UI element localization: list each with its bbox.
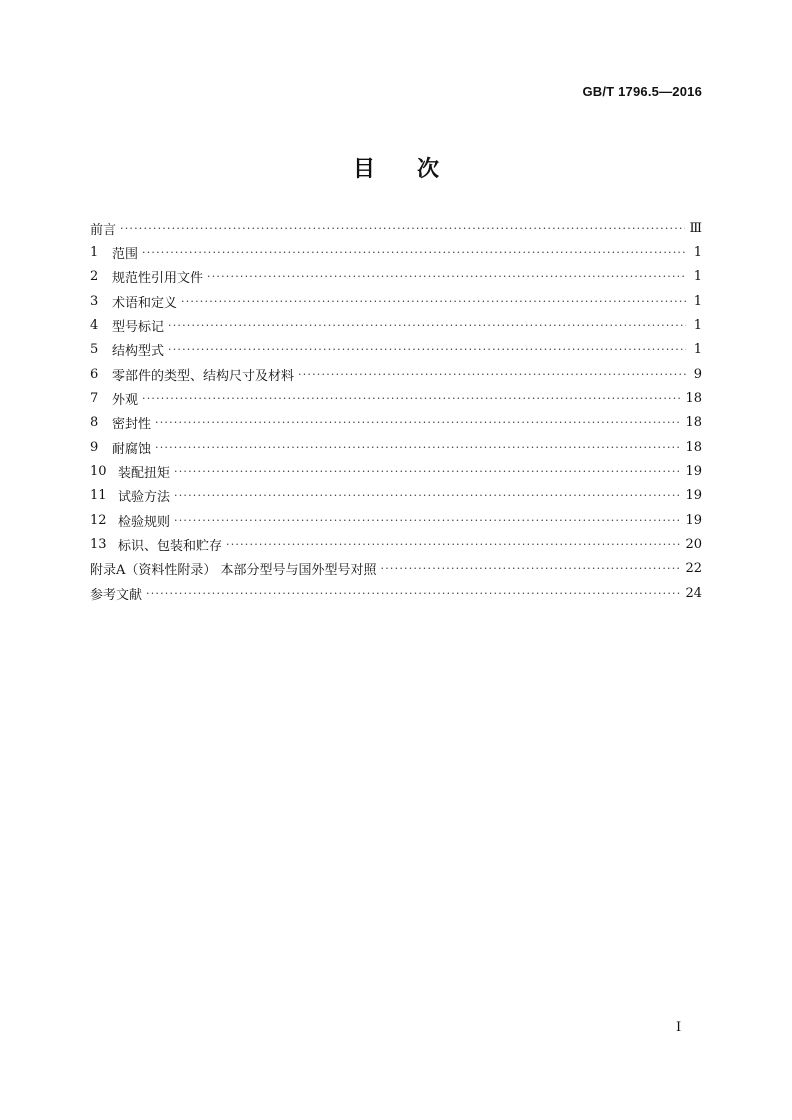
toc-entry-title: 附录A（资料性附录） 本部分型号与国外型号对照 <box>90 563 377 579</box>
toc-entry-title: 参考文献 <box>90 587 143 603</box>
toc-entry-title: 标识、包装和贮存 <box>118 539 223 555</box>
toc-entry[interactable] <box>90 313 702 337</box>
toc-entry-page: 20 <box>685 537 702 553</box>
toc-leader-dots <box>142 392 681 405</box>
toc-entry[interactable] <box>90 581 702 605</box>
toc-entry[interactable] <box>90 508 702 532</box>
toc-leader-dots <box>155 416 681 429</box>
toc-entry[interactable] <box>90 435 702 459</box>
toc-entry-title: 前言 <box>90 222 117 238</box>
toc-entry-title: 装配扭矩 <box>118 466 171 482</box>
toc-entry[interactable] <box>90 240 702 264</box>
toc-entry-page: 18 <box>685 391 702 407</box>
toc-entry-number: 6 <box>90 366 99 382</box>
toc-entry[interactable] <box>90 265 702 289</box>
table-of-contents <box>90 216 702 606</box>
toc-leader-dots <box>120 222 685 235</box>
toc-entry[interactable] <box>90 557 702 581</box>
toc-leader-dots <box>181 295 686 308</box>
toc-entry[interactable] <box>90 532 702 556</box>
toc-entry-page: 9 <box>693 366 702 382</box>
toc-entry-title: 规范性引用文件 <box>112 271 204 287</box>
toc-entry-page: 22 <box>685 561 702 577</box>
toc-leader-dots <box>155 441 681 454</box>
toc-entry-title: 术语和定义 <box>112 295 178 311</box>
toc-entry-page: 1 <box>693 245 702 261</box>
toc-entry-title: 零部件的类型、结构尺寸及材料 <box>112 368 295 384</box>
standard-number: GB/T 1796.5—2016 <box>582 84 702 99</box>
toc-entry-number: 13 <box>90 537 107 553</box>
toc-leader-dots <box>207 270 686 283</box>
title-char-2: 次 <box>417 156 440 182</box>
toc-entry-number: 3 <box>90 293 99 309</box>
toc-entry-number: 9 <box>90 439 99 455</box>
page-number: I <box>676 1020 682 1035</box>
toc-entry-page: 1 <box>693 318 702 334</box>
page-title <box>0 152 792 183</box>
toc-entry-number: 5 <box>90 342 99 358</box>
toc-entry-page: 18 <box>685 439 702 455</box>
toc-entry-number: 4 <box>90 318 99 334</box>
toc-entry-title: 耐腐蚀 <box>112 441 152 457</box>
toc-leader-dots <box>174 514 681 527</box>
toc-entry[interactable] <box>90 362 702 386</box>
toc-entry[interactable] <box>90 386 702 410</box>
title-char-1: 目 <box>352 156 375 182</box>
toc-entry-page: 1 <box>693 293 702 309</box>
toc-leader-dots <box>142 246 686 259</box>
toc-entry-title: 密封性 <box>112 417 152 433</box>
toc-entry[interactable] <box>90 484 702 508</box>
toc-leader-dots <box>146 587 681 600</box>
toc-entry[interactable] <box>90 216 702 240</box>
toc-entry-title: 型号标记 <box>112 320 165 336</box>
toc-entry-title: 范围 <box>112 247 139 263</box>
toc-leader-dots <box>381 562 682 575</box>
toc-entry-number: 12 <box>90 512 107 528</box>
toc-entry-page: Ⅲ <box>689 220 702 236</box>
toc-entry-page: 24 <box>685 585 702 601</box>
toc-leader-dots <box>298 368 686 381</box>
toc-entry-number: 2 <box>90 269 99 285</box>
toc-leader-dots <box>174 465 681 478</box>
toc-entry[interactable] <box>90 338 702 362</box>
toc-entry-title: 结构型式 <box>112 344 165 360</box>
toc-leader-dots <box>226 538 681 551</box>
toc-entry-title: 试验方法 <box>118 490 171 506</box>
toc-entry-page: 19 <box>685 488 702 504</box>
toc-entry[interactable] <box>90 411 702 435</box>
toc-entry-page: 1 <box>693 342 702 358</box>
toc-entry-number: 1 <box>90 245 99 261</box>
toc-entry-title: 检验规则 <box>118 514 171 530</box>
toc-entry-title: 外观 <box>112 393 139 409</box>
toc-entry-number: 11 <box>90 488 107 504</box>
toc-entry[interactable] <box>90 289 702 313</box>
toc-entry-page: 19 <box>685 512 702 528</box>
toc-leader-dots <box>174 489 681 502</box>
toc-entry-number: 7 <box>90 391 99 407</box>
toc-leader-dots <box>168 343 686 356</box>
toc-entry-page: 1 <box>693 269 702 285</box>
toc-leader-dots <box>168 319 686 332</box>
toc-entry[interactable] <box>90 459 702 483</box>
toc-entry-page: 19 <box>685 464 702 480</box>
toc-entry-page: 18 <box>685 415 702 431</box>
toc-entry-number: 10 <box>90 464 107 480</box>
toc-entry-number: 8 <box>90 415 99 431</box>
